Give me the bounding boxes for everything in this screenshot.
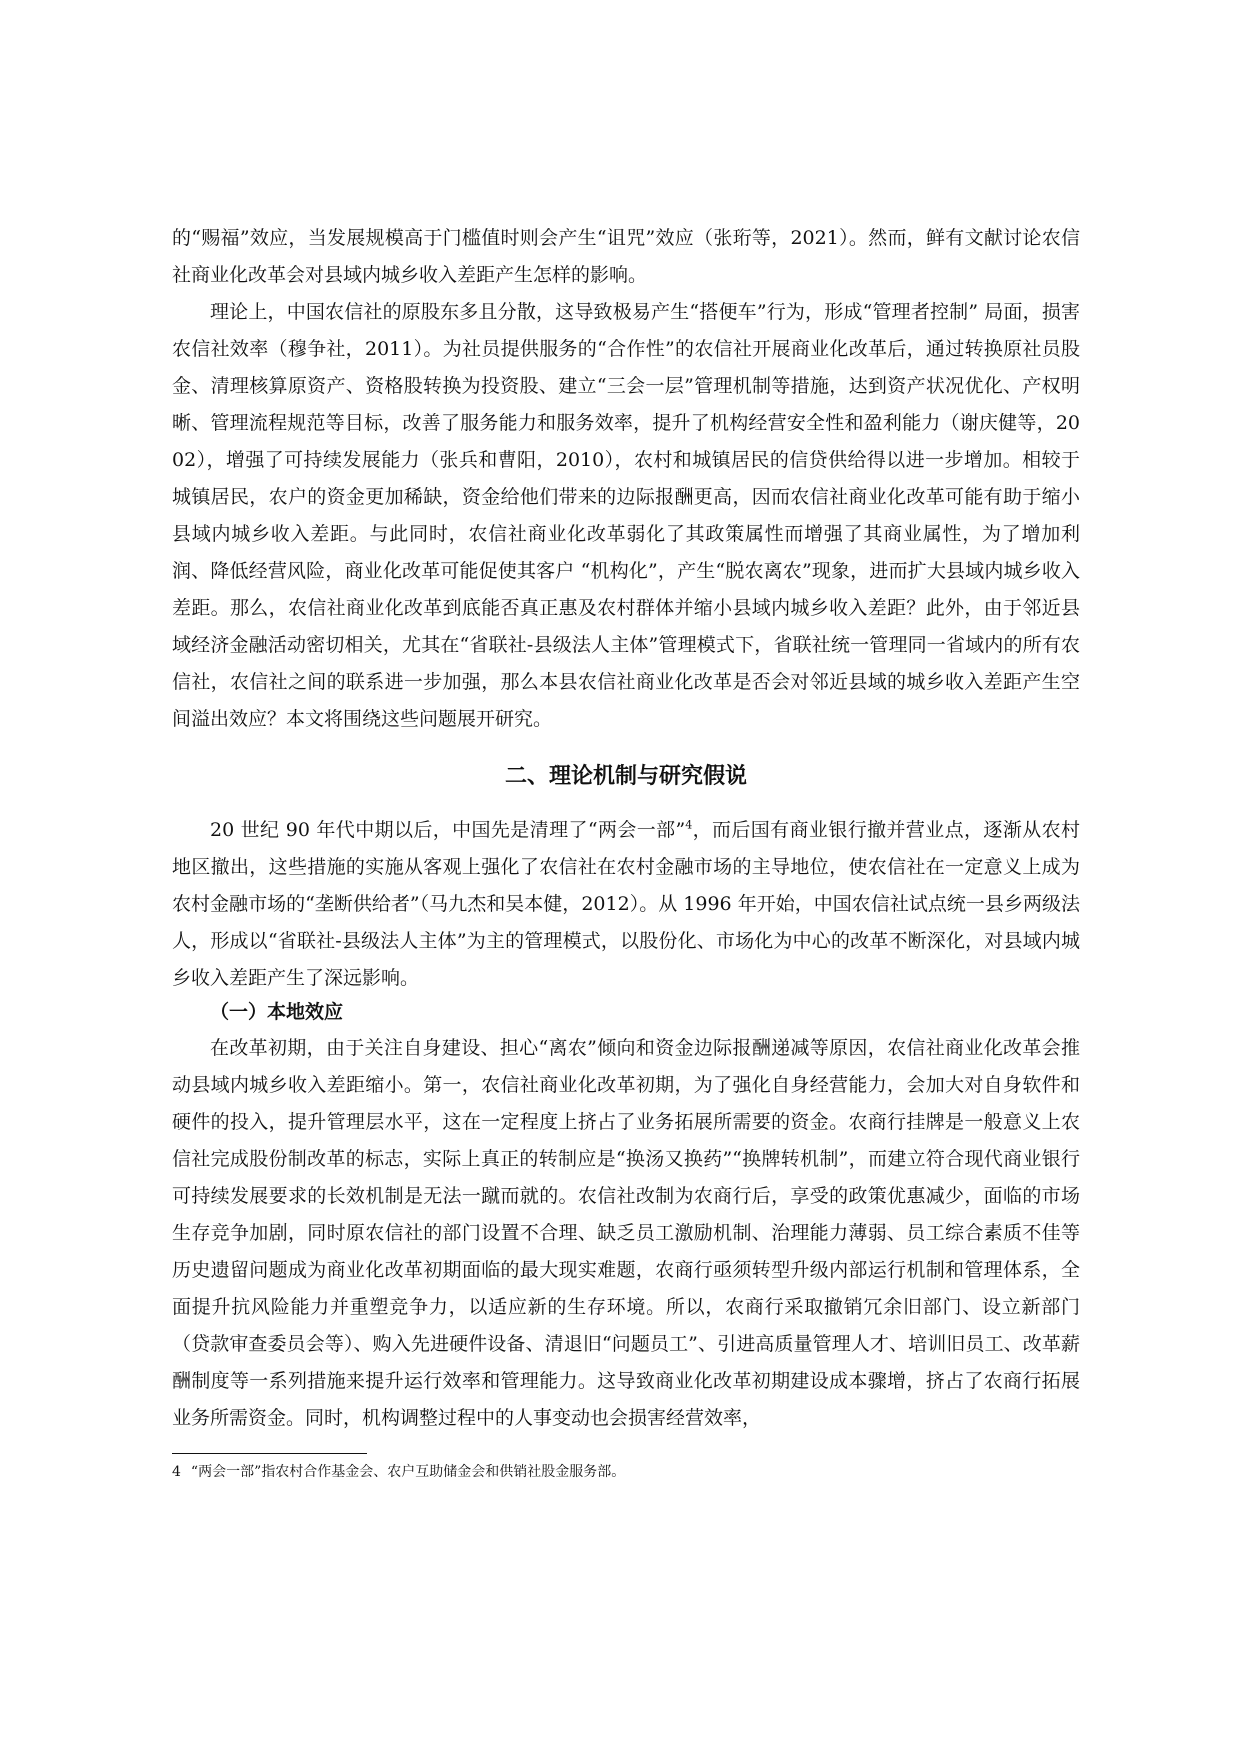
section-paragraph-1 — [172, 812, 1080, 997]
footnote-text: “两会一部”指农村合作基金会、农户互助储金会和供销社股金服务部。 — [190, 1464, 626, 1480]
footnote — [172, 1460, 1080, 1484]
section-intro-block — [172, 812, 1080, 997]
section-paragraph-1-start: 20 世纪 90 年代中期以后，中国先是清理了“两会一部” — [210, 819, 686, 841]
footnote-reference[interactable]: 4 — [685, 818, 693, 832]
subsection-block — [172, 1030, 1080, 1437]
footnote-divider — [172, 1453, 367, 1454]
section-heading: 二、理论机制与研究假说 — [504, 764, 747, 789]
intro-paragraph-1: 的“赐福”效应，当发展规模高于门槛值时则会产生“诅咒”效应（张珩等，2021）。然而，鲜有文献讨论农信社商业化改革会对县域内城乡收入差距产生怎样的影响。 — [172, 227, 1080, 286]
section-paragraph-1-end: ，而后国有商业银行撤并营业点，逐渐从农村地区撤出，这些措施的实施从客观上强化了农信社在农村金融市场的主导地位，使农信社在一定意义上成为农村金融市场的“垄断供给者”（马九杰和吴本健，2012）。从 1996 年开始，中国农信社试点统一县乡两级法人，形成以“省联社-县级法人主体”为主的管理模式，以股份化、市场化为中心的改革不断深化，对县域内城乡收入差距产生了深远影响。 — [172, 819, 1080, 989]
intro-block — [172, 220, 1080, 738]
subsection-paragraph-1: 在改革初期，由于关注自身建设、担心“离农”倾向和资金边际报酬递减等原因，农信社商业化改革会推动县域内城乡收入差距缩小。第一，农信社商业化改革初期，为了强化自身经营能力，会加大对自身软件和硬件的投入，提升管理层水平，这在一定程度上挤占了业务拓展所需要的资金。农商行挂牌是一般意义上农信社完成股份制改革的标志，实际上真正的转制应是“换汤又换药”“换牌转机制”，而建立符合现代商业银行可持续发展要求的长效机制是无法一蹴而就的。农信社改制为农商行后，享受的政策优惠减少，面临的市场生存竞争加剧，同时原农信社的部门设置不合理、缺乏员工激励机制、治理能力薄弱、员工综合素质不佳等历史遗留问题成为商业化改革初期面临的最大现实难题，农商行亟须转型升级内部运行机制和管理体系，全面提升抗风险能力并重塑竞争力，以适应新的生存环境。所以，农商行采取撤销冗余旧部门、设立新部门（贷款审查委员会等）、购入先进硬件设备、清退旧“问题员工”、引进高质量管理人才、培训旧员工、改革薪酬制度等一系列措施来提升运行效率和管理能力。这导致商业化改革初期建设成本骤增，挤占了农商行拓展业务所需资金。同时，机构调整过程中的人事变动也会损害经营效率， — [172, 1037, 1080, 1429]
intro-paragraph-2: 理论上，中国农信社的原股东多且分散，这导致极易产生“搭便车”行为，形成“管理者控制” 局面，损害农信社效率（穆争社，2011）。为社员提供服务的“合作性”的农信社开展商业化改革后，通过转换原社员股金、清理核算原资产、资格股转换为投资股、建立“三会一层”管理机制等措施，达到资产状况优化、产权明晰、管理流程规范等目标，改善了服务能力和服务效率，提升了机构经营安全性和盈利能力（谢庆健等，2002），增强了可持续发展能力（张兵和曹阳，2010），农村和城镇居民的信贷供给得以进一步增加。相较于城镇居民，农户的资金更加稀缺，资金给他们带来的边际报酬更高，因而农信社商业化改革可能有助于缩小县域内城乡收入差距。与此同时，农信社商业化改革弱化了其政策属性而增强了其商业属性，为了增加利润、降低经营风险，商业化改革可能促使其客户 “机构化”，产生“脱农离农”现象，进而扩大县域内城乡收入差距。那么，农信社商业化改革到底能否真正惠及农村群体并缩小县域内城乡收入差距？此外，由于邻近县域经济金融活动密切相关，尤其在“省联社-县级法人主体”管理模式下，省联社统一管理同一省域内的所有农信社，农信社之间的联系进一步加强，那么本县农信社商业化改革是否会对邻近县域的城乡收入差距产生空间溢出效应？本文将围绕这些问题展开研究。 — [172, 301, 1080, 730]
subsection-heading: （一）本地效应 — [210, 1001, 344, 1023]
footnote-number: 4 — [172, 1464, 181, 1480]
